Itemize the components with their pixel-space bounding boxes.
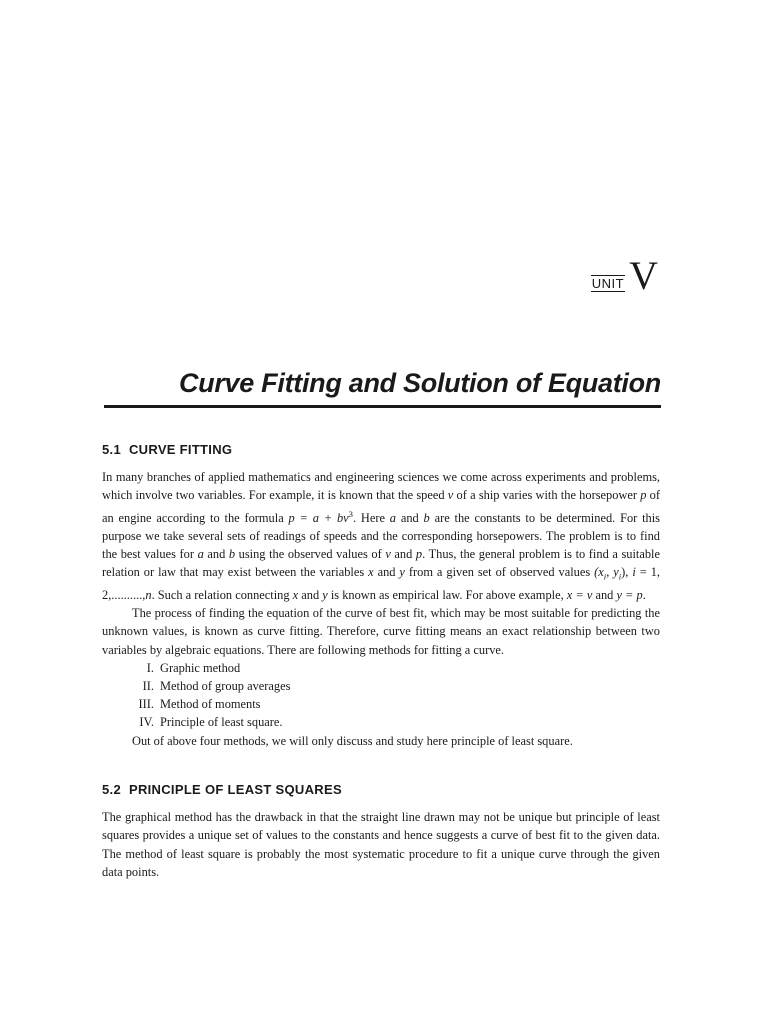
method-name: Principle of least square. bbox=[160, 715, 283, 730]
list-marker: I. bbox=[146, 660, 154, 675]
method-name: Method of moments bbox=[160, 697, 261, 712]
method-name: Graphic method bbox=[160, 660, 241, 675]
section-5-2 bbox=[102, 781, 660, 881]
list-marker: II. bbox=[142, 679, 154, 694]
paragraph: The process of finding the equation of the curve of best fit, which may be most suitable for predicting the unknown values, is known as curve fitting. Therefore, curve fitting means an exact relationship between two variables by algebraic equations. There are following methods for fitting a curve. bbox=[102, 606, 660, 657]
method-list-item bbox=[102, 659, 660, 677]
section-5-1 bbox=[102, 441, 660, 750]
paragraph: The graphical method has the drawback in that the straight line drawn may not be unique but principle of least squares provides a unique set of values to the constants and hence suggests a curve of best fit to the given data. The method of least square is probably the most systematic procedure to fit a unique curve through the given data points. bbox=[102, 810, 660, 879]
section-title: PRINCIPLE OF LEAST SQUARES bbox=[128, 782, 342, 797]
paragraph: In many branches of applied mathematics and engineering sciences we come across experiments and problems, which involve two variables. For example, it is known that the speed v of a ship varies with the horsepower p of an engine according to the formula $p = a + bv^3$. Here a and b are the constants to be determined. For this purpose we take several sets of readings of speeds and the corresponding horsepowers. The problem is to find the best values for a and b using the observed values of v and p. Thus, the general problem is to find a suitable relation or law that may exist between the variables x and y from a given set of observed values ($x_i$, $y_i$), i = 1, 2,..........,n. Such a relation connecting x and y is known as empirical law. For above example, x = v and y = p. bbox=[102, 470, 661, 603]
paragraph: Out of above four methods, we will only discuss and study here principle of least square. bbox=[132, 733, 573, 748]
unit-tag bbox=[591, 253, 658, 298]
list-marker: III. bbox=[138, 697, 154, 712]
method-list-item bbox=[102, 713, 660, 731]
section-number: 5.2 bbox=[102, 782, 121, 797]
section-title: CURVE FITTING bbox=[128, 442, 233, 457]
list-marker: IV. bbox=[139, 715, 154, 730]
section-number: 5.1 bbox=[102, 442, 121, 457]
unit-number: V bbox=[629, 253, 658, 298]
method-name: Method of group averages bbox=[160, 679, 291, 694]
section-heading bbox=[102, 441, 660, 459]
method-list-item bbox=[102, 695, 660, 713]
unit-label: UNIT bbox=[591, 276, 625, 291]
method-list-item bbox=[102, 677, 660, 695]
methods-list bbox=[102, 659, 660, 732]
chapter-title: Curve Fitting and Solution of Equation bbox=[104, 368, 661, 408]
section-heading bbox=[102, 781, 660, 799]
